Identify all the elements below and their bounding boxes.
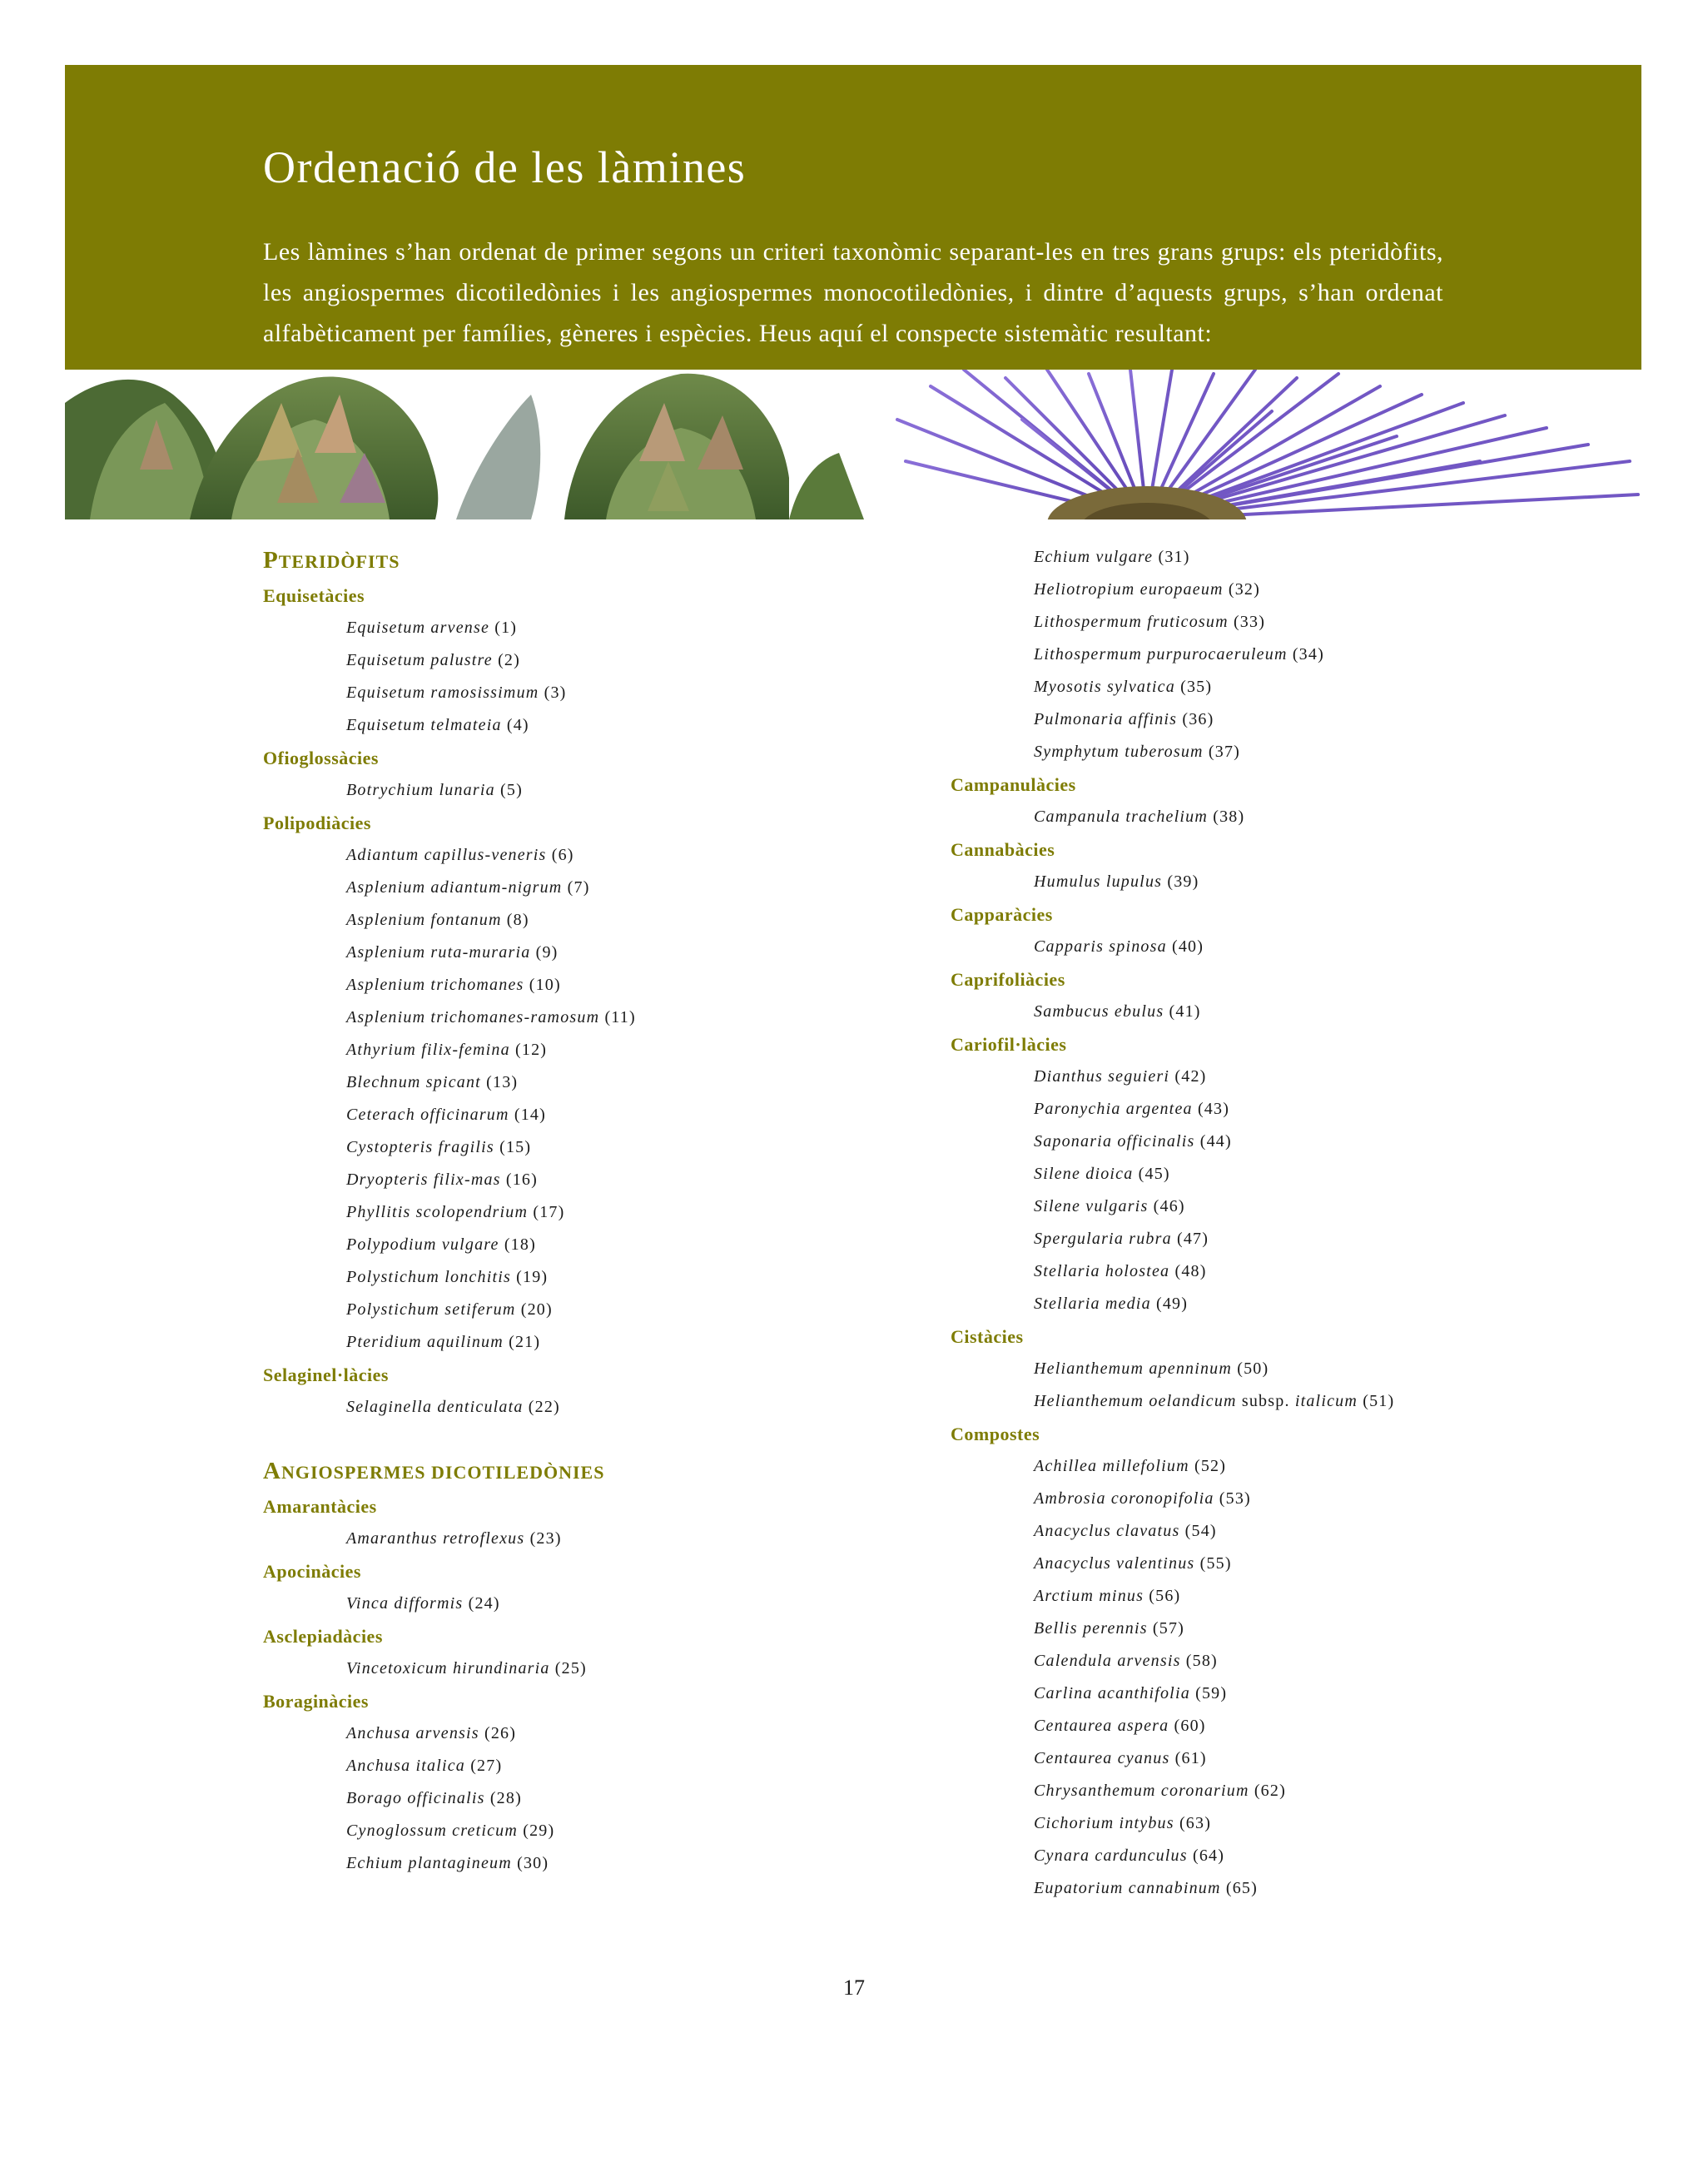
dicotiledonies-list: [263, 1490, 896, 1880]
family-heading: Compostes: [951, 1424, 1040, 1444]
species-entry: Helianthemum oelandicum subsp. italicum (51): [1034, 1392, 1395, 1410]
family-heading: Campanulàcies: [951, 774, 1076, 795]
family-heading: Asclepiadàcies: [263, 1626, 383, 1647]
artichoke-flower-illustration: [65, 370, 1641, 519]
species-entry: Achillea millefolium (52): [1034, 1457, 1227, 1475]
species-entry: Stellaria holostea (48): [1034, 1262, 1207, 1280]
species-entry: Amaranthus retroflexus (23): [346, 1529, 562, 1548]
family-heading: Apocinàcies: [263, 1561, 361, 1582]
species-entry: Anacyclus clavatus (54): [1034, 1522, 1217, 1540]
family-heading: Equisetàcies: [263, 585, 365, 606]
intro-paragraph: Les làmines s’han ordenat de primer segons un criteri taxonòmic separant-les en tres grans grups: els pteridòfits, les angiospermes dicotiledònies i les angiospermes monocotiledònies, i dintre d’aquests grups, s’han ordenat alfabèticament per famílies, gèneres i espècies. Heus aquí el conspecte sistemàtic resultant:: [263, 238, 1443, 347]
species-entry: Anchusa italica (27): [346, 1757, 503, 1775]
species-entry: Spergularia rubra (47): [1034, 1230, 1209, 1248]
species-entry: Asplenium trichomanes-ramosum (11): [346, 1008, 636, 1026]
family-heading: Cariofil·làcies: [951, 1034, 1067, 1055]
species-entry: Pulmonaria affinis (36): [1034, 710, 1214, 728]
species-entry: Sambucus ebulus (41): [1034, 1002, 1201, 1021]
species-entry: Athyrium filix-femina (12): [346, 1041, 548, 1059]
right-column: [951, 541, 1583, 1905]
species-entry: Polystichum lonchitis (19): [346, 1268, 549, 1286]
species-entry: Cynoglossum creticum (29): [346, 1822, 555, 1840]
species-entry: Blechnum spicant (13): [346, 1073, 519, 1091]
species-entry: Pteridium aquilinum (21): [346, 1333, 541, 1351]
species-entry: Phyllitis scolopendrium (17): [346, 1203, 565, 1221]
species-entry: Ambrosia coronopifolia (53): [1034, 1489, 1251, 1508]
species-entry: Centaurea aspera (60): [1034, 1717, 1206, 1735]
species-entry: Echium plantagineum (30): [346, 1854, 549, 1872]
species-entry: Asplenium fontanum (8): [346, 911, 529, 929]
species-entry: Selaginella denticulata (22): [346, 1398, 560, 1416]
page-number: 17: [843, 1976, 865, 2000]
species-entry: Ceterach officinarum (14): [346, 1106, 546, 1124]
species-entry: Silene dioica (45): [1034, 1165, 1170, 1183]
page-title: Ordenació de les làmines: [263, 142, 747, 192]
species-entry: Anchusa arvensis (26): [346, 1724, 517, 1742]
species-entry: Lithospermum fruticosum (33): [1034, 613, 1266, 631]
species-entry: Botrychium lunaria (5): [346, 781, 523, 799]
banner-image: [65, 370, 1641, 519]
species-entry: Bellis perennis (57): [1034, 1619, 1185, 1638]
family-heading: Ofioglossàcies: [263, 748, 379, 768]
species-entry: Cichorium intybus (63): [1034, 1814, 1212, 1832]
species-entry: Equisetum telmateia (4): [346, 716, 529, 734]
species-entry: Asplenium adiantum-nigrum (7): [346, 878, 590, 897]
family-heading: Cistàcies: [951, 1326, 1024, 1347]
species-entry: Carlina acanthifolia (59): [1034, 1684, 1228, 1702]
species-entry: Equisetum arvense (1): [346, 619, 518, 637]
species-entry: Capparis spinosa (40): [1034, 937, 1204, 956]
species-entry: Cystopteris fragilis (15): [346, 1138, 532, 1156]
species-entry: Borago officinalis (28): [346, 1789, 522, 1807]
family-heading: Capparàcies: [951, 904, 1053, 925]
header-band: [65, 65, 1641, 370]
species-entry: Saponaria officinalis (44): [1034, 1132, 1232, 1151]
species-entry: Lithospermum purpurocaeruleum (34): [1034, 645, 1324, 664]
family-heading: Cannabàcies: [951, 839, 1055, 860]
pteridofits-list: [263, 579, 896, 1424]
species-entry: Silene vulgaris (46): [1034, 1197, 1185, 1215]
family-heading: Caprifoliàcies: [951, 969, 1065, 990]
species-entry: Centaurea cyanus (61): [1034, 1749, 1207, 1767]
species-entry: Vincetoxicum hirundinaria (25): [346, 1659, 587, 1677]
species-entry: Echium vulgare (31): [1034, 548, 1190, 566]
family-heading: Amarantàcies: [263, 1496, 377, 1517]
species-entry: Vinca difformis (24): [346, 1594, 500, 1613]
family-heading: Selaginel·làcies: [263, 1364, 389, 1385]
species-entry: Eupatorium cannabinum (65): [1034, 1879, 1258, 1897]
species-entry: Calendula arvensis (58): [1034, 1652, 1218, 1670]
species-entry: Dryopteris filix-mas (16): [346, 1170, 538, 1189]
species-entry: Arctium minus (56): [1034, 1587, 1181, 1605]
left-column: [263, 541, 896, 1880]
species-entry: Dianthus seguieri (42): [1034, 1067, 1207, 1086]
species-entry: Polypodium vulgare (18): [346, 1235, 536, 1254]
species-entry: Chrysanthemum coronarium (62): [1034, 1782, 1286, 1800]
species-entry: Anacyclus valentinus (55): [1034, 1554, 1232, 1573]
family-heading: Polipodiàcies: [263, 813, 371, 833]
species-entry: Heliotropium europaeum (32): [1034, 580, 1260, 599]
species-entry: Asplenium trichomanes (10): [346, 976, 561, 994]
species-entry: Campanula trachelium (38): [1034, 808, 1245, 826]
species-entry: Asplenium ruta-muraria (9): [346, 943, 559, 962]
family-heading: Boraginàcies: [263, 1691, 369, 1712]
species-entry: Symphytum tuberosum (37): [1034, 743, 1241, 761]
species-entry: Equisetum ramosissimum (3): [346, 683, 567, 702]
species-entry: Paronychia argentea (43): [1034, 1100, 1230, 1118]
species-entry: Cynara cardunculus (64): [1034, 1846, 1225, 1865]
group-title-pteridofits: PTERIDÒFITS: [263, 547, 400, 574]
species-entry: Humulus lupulus (39): [1034, 872, 1199, 891]
species-entry: Stellaria media (49): [1034, 1295, 1189, 1313]
species-entry: Helianthemum apenninum (50): [1034, 1359, 1269, 1378]
species-entry: Equisetum palustre (2): [346, 651, 520, 669]
group-title-dicotiledonies: ANGIOSPERMES DICOTILEDÒNIES: [263, 1458, 605, 1484]
species-entry: Polystichum setiferum (20): [346, 1300, 553, 1319]
species-entry: Myosotis sylvatica (35): [1034, 678, 1213, 696]
species-entry: Adiantum capillus-veneris (6): [346, 846, 574, 864]
boraginacies-continued: [951, 541, 1583, 768]
